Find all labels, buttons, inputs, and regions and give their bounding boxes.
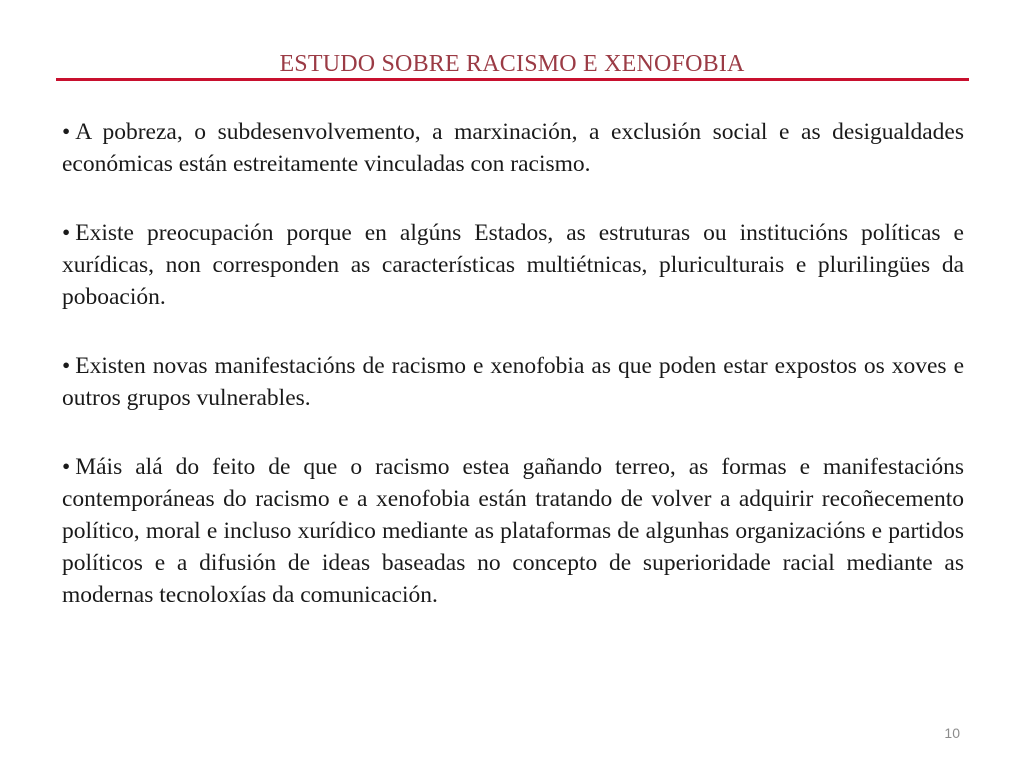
slide-title: ESTUDO SOBRE RACISMO E XENOFOBIA — [279, 51, 745, 77]
bullet-text: Existe preocupación porque en algúns Estados, as estruturas ou institucións políticas e xurídicas, non corresponden as características multiétnicas, pluriculturais e plurilingües da poboación. — [62, 220, 964, 310]
bullet-item — [62, 350, 964, 414]
bullet-item — [62, 217, 964, 313]
bullet-icon: • — [62, 454, 71, 480]
bullet-text: Existen novas manifestacións de racismo e xenofobia as que poden estar expostos os xoves e outros grupos vulnerables. — [62, 353, 964, 411]
title-underline — [56, 78, 969, 81]
slide-body — [62, 116, 964, 611]
bullet-icon: • — [62, 220, 71, 246]
bullet-item — [62, 116, 964, 180]
bullet-icon: • — [62, 119, 71, 145]
bullet-text: Máis alá do feito de que o racismo estea gañando terreo, as formas e manifestacións contemporáneas do racismo e a xenofobia están tratando de volver a adquirir recoñecemento político, moral e incluso xurídico mediante as plataformas de algunhas organizacións e partidos políticos e a difusión de ideas baseadas no concepto de superioridade racial mediante as modernas tecnoloxías da comunicación. — [62, 454, 964, 608]
slide-number: 10 — [944, 725, 960, 741]
bullet-item — [62, 451, 964, 611]
bullet-icon: • — [62, 353, 71, 379]
bullet-text: A pobreza, o subdesenvolvemento, a marxinación, a exclusión social e as desigualdades económicas están estreitamente vinculadas con racismo. — [62, 119, 964, 177]
